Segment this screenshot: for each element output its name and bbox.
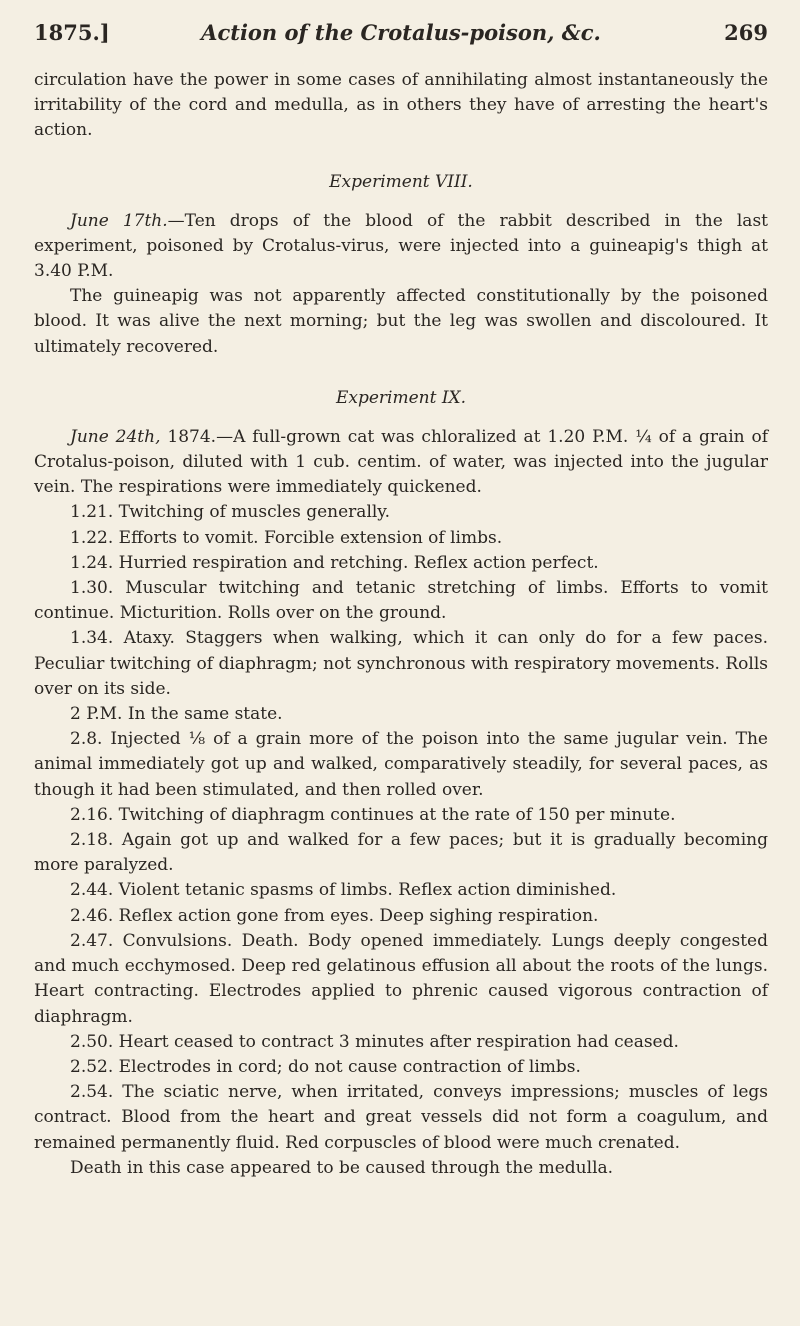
page-number: 269 [724,20,768,45]
header-year: 1875.] [34,20,110,45]
experiment-9-date: June 24th, [70,426,161,447]
entry-2-16: 2.16. Twitching of diaphragm continues at the rate of 150 per minute. [70,804,676,825]
entry-2-46: 2.46. Reflex action gone from eyes. Deep sighing respiration. [70,905,599,926]
conclusion: Death in this case appeared to be caused through the medulla. [70,1157,614,1178]
entry-1-22: 1.22. Efforts to vomit. Forcible extension of limbs. [70,527,503,548]
experiment-9-heading: Experiment IX. [335,387,467,408]
experiment-8-paragraph-1 [34,209,768,285]
entry-2-44: 2.44. Violent tetanic spasms of limbs. Reflex action diminished. [70,880,617,901]
entry-2-47: 2.47. Convulsions. Death. Body opened immediately. Lungs deeply congested and much ecchymosed. Deep red gelatinous effusion all about the roots of the lungs. Heart contracting. Electrodes applied to phrenic caused vigorous contraction of diaphragm. [34,930,768,1027]
experiment-8-text-1: —Ten drops of the blood of the rabbit described in the last experiment, poisoned by Crotalus-virus, were injected into a guineapig's thigh at 3.40 P.M. [34,210,769,282]
entry-2-08: 2.8. Injected ⅛ of a grain more of the poison into the same jugular vein. The animal immediately got up and walked, comparatively steadily, for several paces, as though it had been stimulated, and then rolled over. [34,729,768,800]
page [34,14,768,1181]
entry-2-50: 2.50. Heart ceased to contract 3 minutes after respiration had ceased. [70,1031,679,1052]
entry-1-21: 1.21. Twitching of muscles generally. [70,502,391,523]
experiment-9-intro-text: 1874.—A full-grown cat was chloralized at 1.20 P.M. ¼ of a grain of Crotalus-poison, diluted with 1 cub. centim. of water, was injected into the jugular vein. The respirations were immediately quickened. [34,426,769,498]
entry-1-34: 1.34. Ataxy. Staggers when walking, which it can only do for a few paces. Peculiar twitching of diaphragm; not synchronous with respiratory movements. Rolls over on its side. [34,628,768,699]
experiment-8-heading: Experiment VIII. [329,171,473,192]
entry-2-18: 2.18. Again got up and walked for a few paces; but it is gradually becoming more paralyzed. [34,830,768,876]
experiment-8-date: June 17th. [70,210,168,231]
experiment-8-paragraph-2: The guineapig was not apparently affected constitutionally by the poisoned blood. It was alive the next morning; but the leg was swollen and discoloured. It ultimately recovered. [34,286,768,357]
opening-paragraph: circulation have the power in some cases of annihilating almost instantaneously the irritability of the cord and medulla, as in others they have of arresting the heart's action. [34,70,768,141]
running-header [34,14,768,50]
entry-2-54: 2.54. The sciatic nerve, when irritated, conveys impressions; muscles of legs contract. Blood from the heart and great vessels did not form a coagulum, and remained permanently fluid. Red corpuscles of blood were much crenated. [34,1082,768,1153]
entry-1-30: 1.30. Muscular twitching and tetanic stretching of limbs. Efforts to vomit continue. Micturition. Rolls over on the ground. [34,578,768,624]
entry-2-52: 2.52. Electrodes in cord; do not cause contraction of limbs. [70,1056,581,1077]
experiment-9-intro [34,425,768,501]
entry-2-00: 2 P.M. In the same state. [70,704,283,725]
header-title: Action of the Crotalus-poison, &c. [201,20,601,45]
entry-1-24: 1.24. Hurried respiration and retching. Reflex action perfect. [70,552,599,573]
